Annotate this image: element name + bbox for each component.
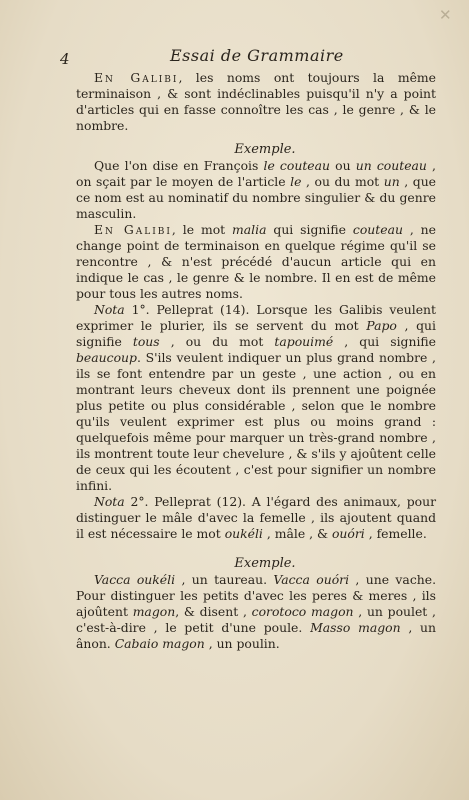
nota-label: Nota <box>94 494 125 509</box>
paragraph-galibi-nouns <box>76 70 436 134</box>
corner-mark-icon: ✕ <box>439 6 452 24</box>
text-span: , un taureau. <box>175 572 274 587</box>
italic-term: le couteau <box>263 158 330 173</box>
italic-term: malia <box>232 222 267 237</box>
text-span: , que ce nom est au nominatif du nombre singulier & du genre masculin. <box>76 174 437 221</box>
paragraph-nota-2 <box>76 494 436 542</box>
paragraph-malia <box>76 222 436 302</box>
text-span: , un poulin. <box>204 636 280 651</box>
italic-term: ouóri <box>331 526 365 541</box>
nota-label: Nota <box>94 302 125 317</box>
text-span: , un ânon. <box>76 620 437 651</box>
running-title: Essai de Grammaire <box>170 46 344 65</box>
text-span: Que l'on dise en François <box>94 158 264 173</box>
text-span: 1°. Pelleprat (14). Lorsque les Galibis veulent exprimer le plurier, ils se servent du mot <box>76 302 436 333</box>
text-span: ou <box>330 158 356 173</box>
text-span: , un poulet , c'est-à-dire , le petit d'une poule. <box>76 604 436 635</box>
example-heading-1: Exemple. <box>234 142 296 157</box>
text-span: 2°. Pelleprat (12). A l'égard des animaux, pour distinguer le mâle d'avec la femelle , ils ajoutent quand il est nécessaire le mot <box>76 494 436 541</box>
paragraph-text: , les noms ont toujours la même terminaison , & sont indéclinables puisqu'il n'y a point d'articles qui en fasse connoître les cas , le genre , & le nombre. <box>76 70 436 133</box>
text-span: qui signifie <box>266 222 353 237</box>
text-span: , ou du mot <box>159 334 275 349</box>
lead-caps: En Galibi <box>94 222 172 237</box>
text-span: , ou du mot <box>301 174 384 189</box>
italic-term: beaucoup <box>76 350 137 365</box>
paragraph-nota-1 <box>76 302 436 494</box>
italic-term: le <box>290 174 302 189</box>
page-body <box>76 70 436 652</box>
text-span: , le mot <box>171 222 233 237</box>
italic-term: couteau <box>352 222 403 237</box>
text-span: , mâle , & <box>262 526 332 541</box>
text-span: , qui signifie <box>76 318 436 349</box>
italic-term: Papo <box>366 318 397 333</box>
paragraph-animals-example <box>76 572 436 652</box>
italic-term: Vacca ouóri <box>273 572 350 587</box>
text-span: . S'ils veulent indiquer un plus grand nombre , ils se font entendre par un geste , une action , ou en montrant leurs cheveux dont ils prennent une poignée plus petite ou plus considérable , selon que le nombre qu'ils veulent exprimer est plus ou moins grand : quelquefois même pour marquer un très-grand nombre , ils montrent toute leur chevelure , & s'ils y ajoûtent celle de ceux qui les écoutent , c'est pour signifier un nombre infini. <box>76 350 436 493</box>
italic-term: corotoco magon <box>251 604 354 619</box>
text-span: , ne change point de terminaison en quelque régime qu'il se rencontre , & n'est précédé d'aucun article qui en indique le cas , le genre & le nombre. Il en est de même pour tous les autres noms. <box>76 222 436 301</box>
page-header <box>60 46 429 72</box>
italic-term: un couteau <box>355 158 427 173</box>
text-span: , qui signifie <box>333 334 437 349</box>
text-span: , femelle. <box>364 526 427 541</box>
italic-term: Masso magon <box>310 620 401 635</box>
text-span: , on sçait par le moyen de l'article <box>76 158 436 189</box>
italic-term: oukéli <box>224 526 263 541</box>
italic-term: tous <box>132 334 160 349</box>
page-number: 4 <box>60 50 70 68</box>
example-heading-2: Exemple. <box>234 556 296 571</box>
text-span: , une vache. Pour distinguer les petits d'avec les peres & meres , ils ajoûtent <box>76 572 437 619</box>
text-span: , & disent , <box>175 604 252 619</box>
italic-term: Vacca oukéli <box>94 572 176 587</box>
italic-term: un <box>383 174 400 189</box>
italic-term: magon <box>132 604 176 619</box>
italic-term: tapouimé <box>274 334 334 349</box>
paragraph-french-example <box>76 158 436 222</box>
lead-caps: En Galibi <box>94 70 179 85</box>
italic-term: Cabaio magon <box>114 636 205 651</box>
